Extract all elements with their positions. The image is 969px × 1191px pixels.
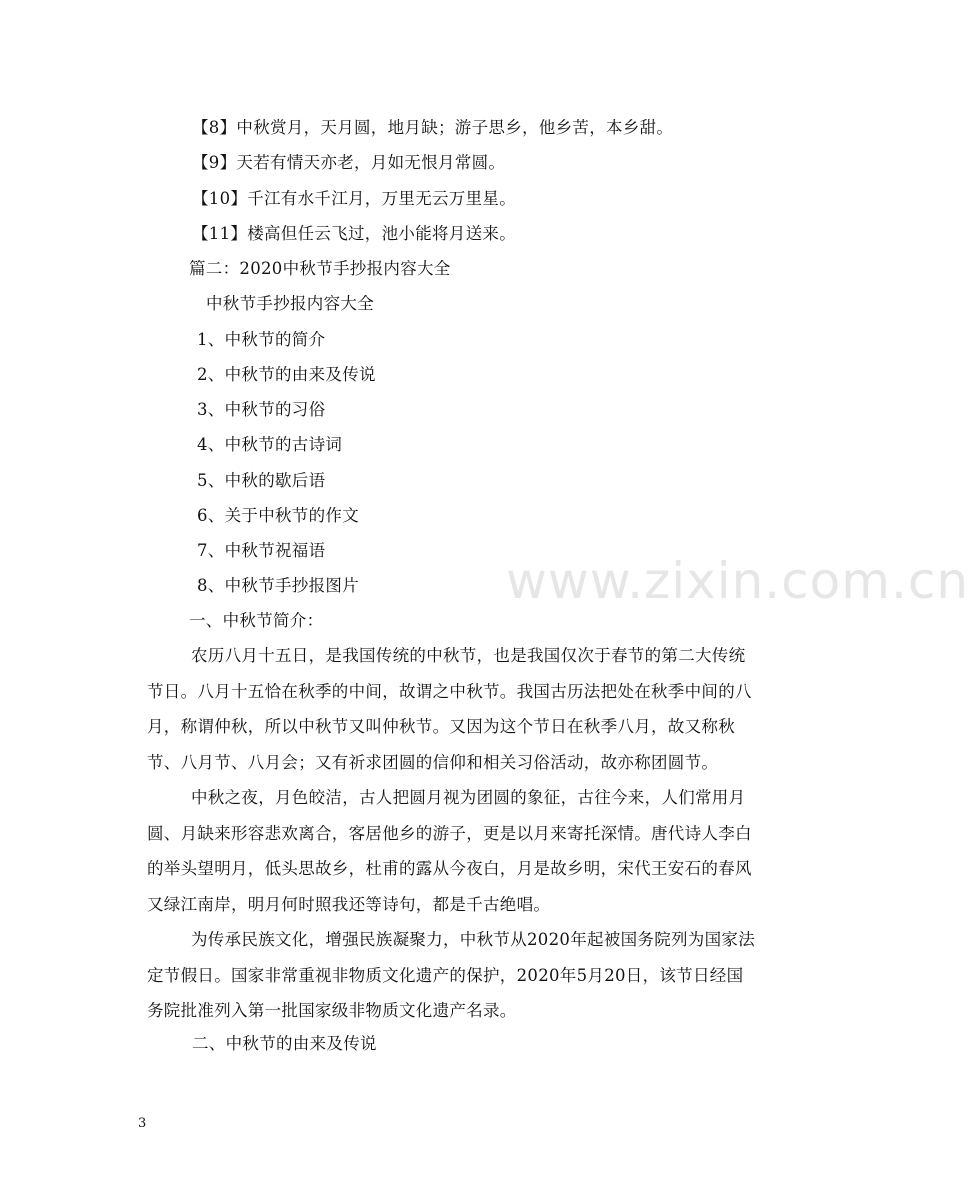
toc-item-5: 5、中秋的歇后语 xyxy=(197,471,326,490)
paragraph-3-text: 为传承民族文化，增强民族凝聚力，中秋节从2020年起被国务院列为国家法定节假日。国家非常重视非物质文化遗产的保护，2020年5月20日，该节日经国务院批准列入第一批国家级非物质文化遗产名录。 xyxy=(147,930,755,1020)
paragraph-3 xyxy=(147,922,759,1029)
toc-item-3: 3、中秋节的习俗 xyxy=(197,400,326,419)
page-number: 3 xyxy=(138,1116,147,1131)
verse-9: 【9】天若有情天亦老，月如无恨月常圆。 xyxy=(192,153,506,172)
verse-8: 【8】中秋赏月，天月圆，地月缺；游子思乡，他乡苦，本乡甜。 xyxy=(192,118,674,137)
toc-item-1: 1、中秋节的简介 xyxy=(197,330,326,349)
paragraph-1 xyxy=(147,638,759,780)
verse-11: 【11】楼高但任云飞过，池小能将月送来。 xyxy=(192,224,516,243)
toc-item-2: 2、中秋节的由来及传说 xyxy=(197,365,376,384)
part1-heading: 一、中秋节简介： xyxy=(189,611,324,630)
part2-heading: 二、中秋节的由来及传说 xyxy=(192,1034,377,1053)
paragraph-2 xyxy=(147,780,759,922)
watermark: www.zixin.com.cn xyxy=(506,552,969,610)
section-heading: 篇二：2020中秋节手抄报内容大全 xyxy=(189,259,451,278)
paragraph-2-text: 中秋之夜，月色皎洁，古人把圆月视为团圆的象征，古往今来，人们常用月圆、月缺来形容悲欢离合，客居他乡的游子，更是以月来寄托深情。唐代诗人李白的举头望明月，低头思故乡，杜甫的露从今夜白，月是故乡明，宋代王安石的春风又绿江南岸，明月何时照我还等诗句，都是千古绝唱。 xyxy=(147,788,752,914)
toc-item-7: 7、中秋节祝福语 xyxy=(197,541,326,560)
toc-item-4: 4、中秋节的古诗词 xyxy=(197,435,343,454)
toc-item-6: 6、关于中秋节的作文 xyxy=(197,506,359,525)
toc-item-8: 8、中秋节手抄报图片 xyxy=(197,576,359,595)
paragraph-1-text: 农历八月十五日，是我国传统的中秋节，也是我国仅次于春节的第二大传统节日。八月十五恰在秋季的中间，故谓之中秋节。我国古历法把处在秋季中间的八月，称谓仲秋，所以中秋节又叫仲秋节。又因为这个节日在秋季八月，故又称秋节、八月节、八月会；又有祈求团圆的信仰和相关习俗活动，故亦称团圆节。 xyxy=(147,646,752,772)
verse-10: 【10】千江有水千江月，万里无云万里星。 xyxy=(192,189,516,208)
document-title: 中秋节手抄报内容大全 xyxy=(206,294,374,313)
